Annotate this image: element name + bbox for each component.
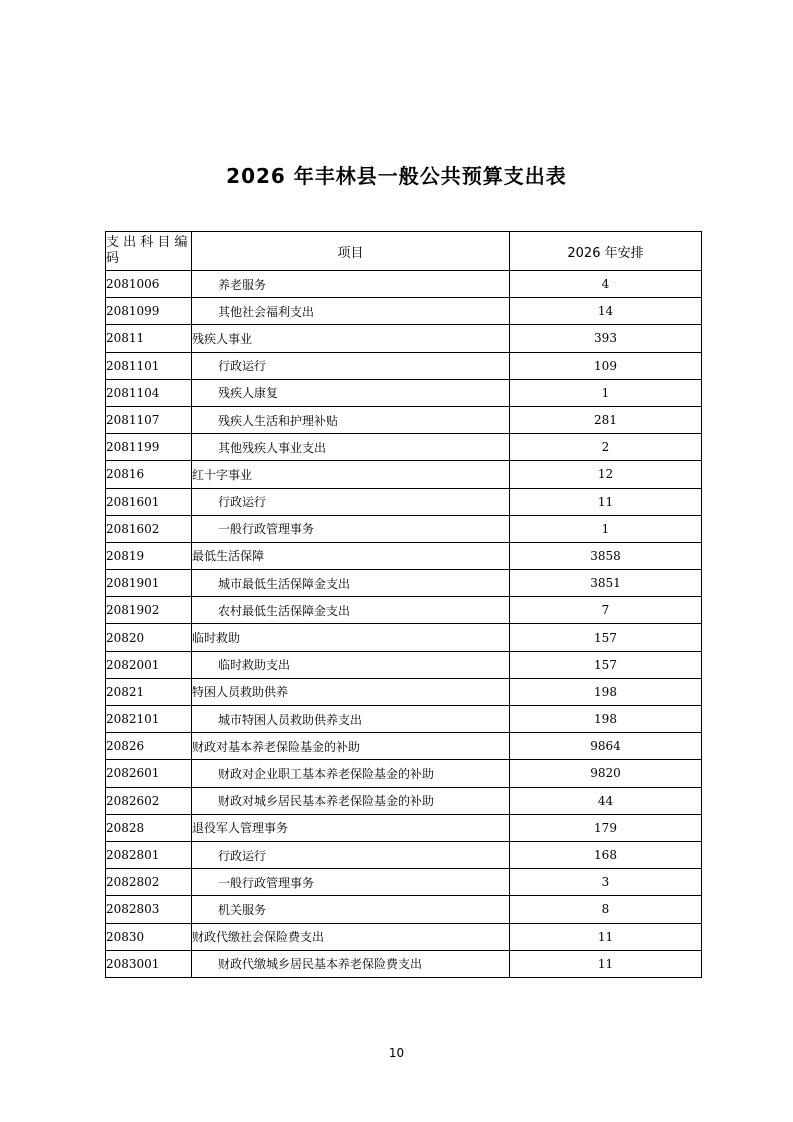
code-cell: 2081901 <box>106 570 192 597</box>
amount-cell: 393 <box>510 325 702 352</box>
name-cell: 行政运行 <box>192 488 510 515</box>
header-amount: 2026 年安排 <box>510 232 702 271</box>
name-cell: 城市特困人员救助供养支出 <box>192 706 510 733</box>
code-cell: 2082801 <box>106 841 192 868</box>
table-row <box>106 814 702 841</box>
amount-cell: 9864 <box>510 733 702 760</box>
amount-cell: 7 <box>510 597 702 624</box>
table-row <box>106 461 702 488</box>
table-row <box>106 570 702 597</box>
amount-cell: 44 <box>510 787 702 814</box>
amount-cell: 11 <box>510 950 702 977</box>
table-row <box>106 651 702 678</box>
name-cell: 一般行政管理事务 <box>192 515 510 542</box>
name-cell: 其他社会福利支出 <box>192 298 510 325</box>
table-row <box>106 923 702 950</box>
table-row <box>106 406 702 433</box>
amount-cell: 198 <box>510 706 702 733</box>
budget-table <box>105 231 702 978</box>
code-cell: 2081601 <box>106 488 192 515</box>
table-row <box>106 896 702 923</box>
code-cell: 2081902 <box>106 597 192 624</box>
amount-cell: 12 <box>510 461 702 488</box>
code-cell: 2081602 <box>106 515 192 542</box>
name-cell: 农村最低生活保障金支出 <box>192 597 510 624</box>
table-row <box>106 706 702 733</box>
name-cell: 最低生活保障 <box>192 542 510 569</box>
name-cell: 城市最低生活保障金支出 <box>192 570 510 597</box>
code-cell: 2081199 <box>106 434 192 461</box>
amount-cell: 157 <box>510 624 702 651</box>
table-row <box>106 434 702 461</box>
header-name: 项目 <box>192 232 510 271</box>
name-cell: 红十字事业 <box>192 461 510 488</box>
table-row <box>106 515 702 542</box>
amount-cell: 4 <box>510 271 702 298</box>
amount-cell: 3858 <box>510 542 702 569</box>
header-code: 支 出 科 目 编码 <box>106 232 192 271</box>
code-cell: 20811 <box>106 325 192 352</box>
code-cell: 2082601 <box>106 760 192 787</box>
table-row <box>106 869 702 896</box>
name-cell: 退役军人管理事务 <box>192 814 510 841</box>
table-row <box>106 488 702 515</box>
amount-cell: 11 <box>510 488 702 515</box>
code-cell: 2082101 <box>106 706 192 733</box>
name-cell: 临时救助 <box>192 624 510 651</box>
name-cell: 财政对基本养老保险基金的补助 <box>192 733 510 760</box>
code-cell: 2082001 <box>106 651 192 678</box>
code-cell: 20828 <box>106 814 192 841</box>
code-cell: 2082802 <box>106 869 192 896</box>
amount-cell: 1 <box>510 379 702 406</box>
code-cell: 2081104 <box>106 379 192 406</box>
table-header-row <box>106 232 702 271</box>
table-row <box>106 733 702 760</box>
name-cell: 临时救助支出 <box>192 651 510 678</box>
name-cell: 其他残疾人事业支出 <box>192 434 510 461</box>
name-cell: 财政代缴城乡居民基本养老保险费支出 <box>192 950 510 977</box>
code-cell: 2083001 <box>106 950 192 977</box>
amount-cell: 168 <box>510 841 702 868</box>
name-cell: 机关服务 <box>192 896 510 923</box>
table-row <box>106 787 702 814</box>
code-cell: 2081099 <box>106 298 192 325</box>
table-row <box>106 352 702 379</box>
name-cell: 行政运行 <box>192 841 510 868</box>
amount-cell: 9820 <box>510 760 702 787</box>
page-number: 10 <box>388 1046 405 1060</box>
amount-cell: 179 <box>510 814 702 841</box>
code-cell: 20816 <box>106 461 192 488</box>
table-row <box>106 760 702 787</box>
name-cell: 养老服务 <box>192 271 510 298</box>
code-cell: 2082803 <box>106 896 192 923</box>
amount-cell: 198 <box>510 678 702 705</box>
name-cell: 行政运行 <box>192 352 510 379</box>
code-cell: 20830 <box>106 923 192 950</box>
amount-cell: 1 <box>510 515 702 542</box>
amount-cell: 157 <box>510 651 702 678</box>
page-title: 2026 年丰林县一般公共预算支出表 <box>226 164 567 188</box>
name-cell: 一般行政管理事务 <box>192 869 510 896</box>
name-cell: 财政对企业职工基本养老保险基金的补助 <box>192 760 510 787</box>
table-row <box>106 597 702 624</box>
table-row <box>106 624 702 651</box>
table-body <box>106 271 702 978</box>
amount-cell: 14 <box>510 298 702 325</box>
table-row <box>106 325 702 352</box>
table-row <box>106 379 702 406</box>
name-cell: 残疾人康复 <box>192 379 510 406</box>
code-cell: 20820 <box>106 624 192 651</box>
table-row <box>106 271 702 298</box>
amount-cell: 3 <box>510 869 702 896</box>
name-cell: 残疾人生活和护理补贴 <box>192 406 510 433</box>
name-cell: 财政对城乡居民基本养老保险基金的补助 <box>192 787 510 814</box>
code-cell: 2081107 <box>106 406 192 433</box>
code-cell: 2081101 <box>106 352 192 379</box>
amount-cell: 3851 <box>510 570 702 597</box>
table-row <box>106 841 702 868</box>
name-cell: 财政代缴社会保险费支出 <box>192 923 510 950</box>
code-cell: 2081006 <box>106 271 192 298</box>
code-cell: 20826 <box>106 733 192 760</box>
name-cell: 残疾人事业 <box>192 325 510 352</box>
code-cell: 20821 <box>106 678 192 705</box>
table-row <box>106 950 702 977</box>
code-cell: 2082602 <box>106 787 192 814</box>
amount-cell: 109 <box>510 352 702 379</box>
table-row <box>106 542 702 569</box>
amount-cell: 2 <box>510 434 702 461</box>
table-row <box>106 298 702 325</box>
amount-cell: 11 <box>510 923 702 950</box>
amount-cell: 8 <box>510 896 702 923</box>
table-row <box>106 678 702 705</box>
amount-cell: 281 <box>510 406 702 433</box>
name-cell: 特困人员救助供养 <box>192 678 510 705</box>
code-cell: 20819 <box>106 542 192 569</box>
